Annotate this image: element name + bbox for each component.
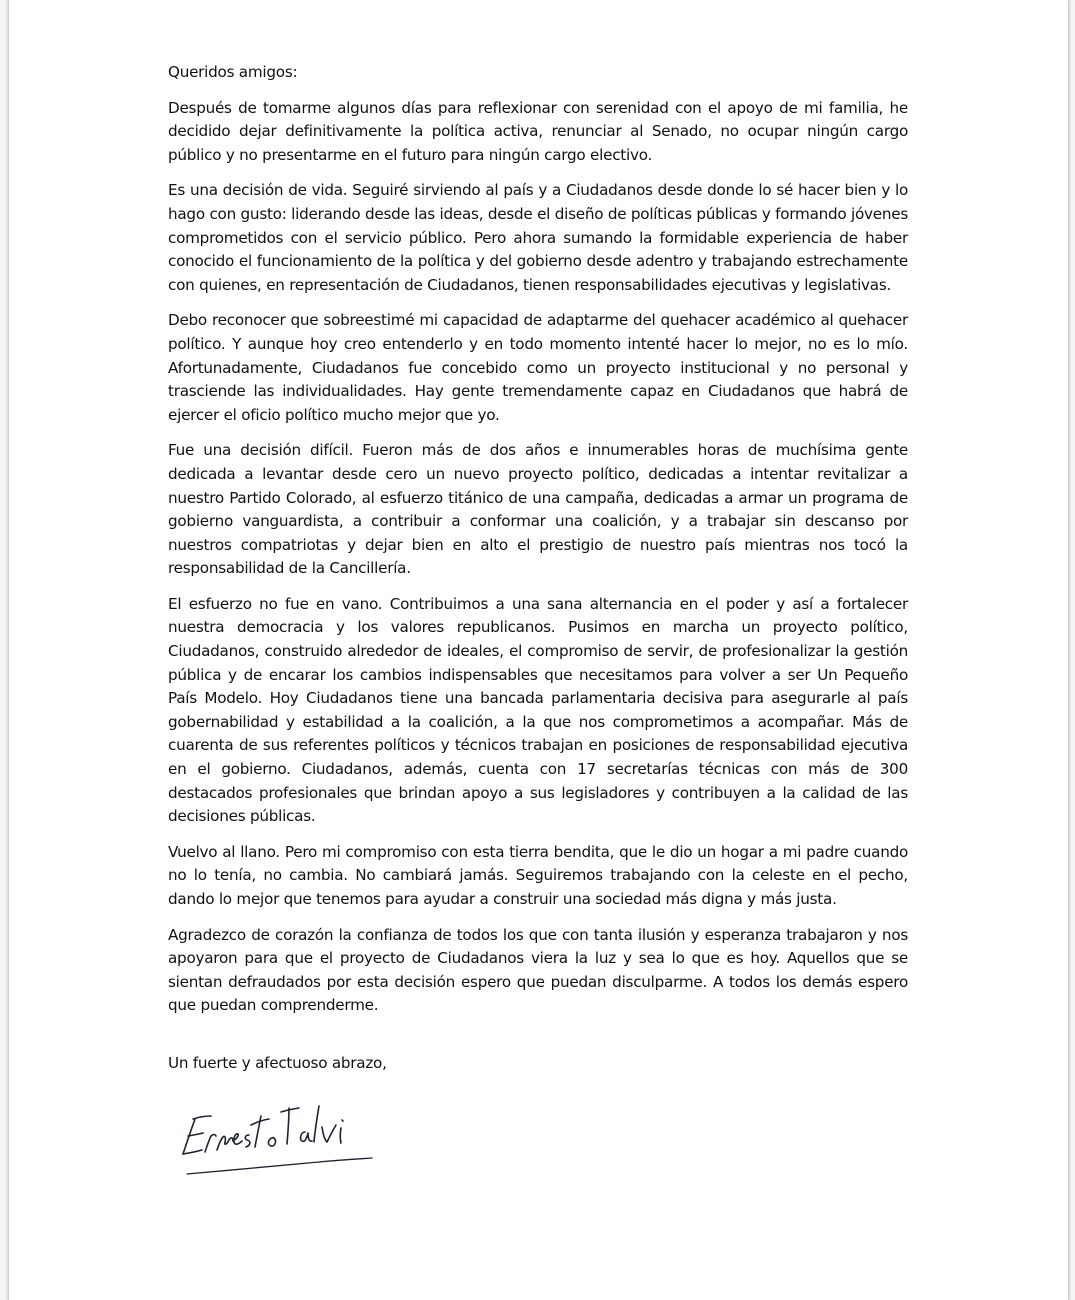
letter-page bbox=[8, 0, 1069, 1300]
paragraph: Agradezco de corazón la confianza de todos los que con tanta ilusión y esperanza trabajaron y nos apoyaron para que el proyecto de Ciudadanos viera la luz y sea lo que es hoy. Aquellos que se sientan defraudados por esta decisión espero que puedan disculparme. A todos los demás espero que puedan comprenderme. bbox=[168, 925, 908, 1015]
closing-line: Un fuerte y afectuoso abrazo, bbox=[168, 1054, 387, 1072]
paragraph: Después de tomarme algunos días para reflexionar con serenidad con el apoyo de mi familia, he decidido dejar definitivamente la política activa, renunciar al Senado, no ocupar ningún cargo público y no presentarme en el futuro para ningún cargo electivo. bbox=[168, 98, 908, 164]
paragraph: Es una decisión de vida. Seguiré sirviendo al país y a Ciudadanos desde donde lo sé hacer bien y lo hago con gusto: liderando desde las ideas, desde el diseño de políticas públicas y formando jóvenes comprometidos con el servicio público. Pero ahora sumando la formidable experiencia de haber conocido el funcionamiento de la política y del gobierno desde adentro y trabajando estrechamente con quienes, en representación de Ciudadanos, tienen responsabilidades ejecutivas y legislativas. bbox=[168, 181, 908, 294]
salutation: Queridos amigos: bbox=[168, 63, 298, 81]
paragraph: Debo reconocer que sobreestimé mi capacidad de adaptarme del quehacer académico al quehacer político. Y aunque hoy creo entenderlo y en todo momento intenté hacer lo mejor, no es lo mío. Afortunadamente, Ciudadanos fue concebido como un proyecto institucional y no personal y trasciende las individualidades. Hay gente tremendamente capaz en Ciudadanos que habrá de ejercer el oficio político mucho mejor que yo. bbox=[168, 311, 908, 424]
handwritten-signature bbox=[169, 1092, 384, 1177]
letter-body bbox=[168, 61, 908, 1030]
paragraph: El esfuerzo no fue en vano. Contribuimos a una sana alternancia en el poder y así a fortalecer nuestra democracia y los valores republicanos. Pusimos en marcha un proyecto político, Ciudadanos, construido alrededor de ideales, el compromiso de servir, de profesionalizar la gestión pública y de encarar los cambios indispensables que necesitamos para volver a ser Un Pequeño País Modelo. Hoy Ciudadanos tiene una bancada parlamentaria decisiva para asegurarle al país gobernabilidad y estabilidad a la coalición, a la que nos comprometimos a acompañar. Más de cuarenta de sus referentes políticos y técnicos trabajan en posiciones de responsabilidad ejecutiva en el gobierno. Ciudadanos, además, cuenta con 17 secretarías técnicas con más de 300 destacados profesionales que brindan apoyo a sus legisladores y contribuyen a la calidad de las decisiones públicas. bbox=[168, 594, 908, 826]
paragraph: Vuelvo al llano. Pero mi compromiso con esta tierra bendita, que le dio un hogar a mi padre cuando no lo tenía, no cambia. No cambiará jamás. Seguiremos trabajando con la celeste en el pecho, dando lo mejor que tenemos para ayudar a construir una sociedad más digna y más justa. bbox=[168, 842, 908, 908]
paragraph: Fue una decisión difícil. Fueron más de dos años e innumerables horas de muchísima gente dedicada a levantar desde cero un nuevo proyecto político, dedicadas a intentar revitalizar a nuestro Partido Colorado, al esfuerzo titánico de una campaña, dedicadas a armar un programa de gobierno vanguardista, a contribuir a conformar una coalición, y a trabajar sin descanso por nuestros compatriotas y dejar bien en alto el prestigio de nuestro país mientras nos tocó la responsabilidad de la Cancillería. bbox=[168, 441, 908, 578]
